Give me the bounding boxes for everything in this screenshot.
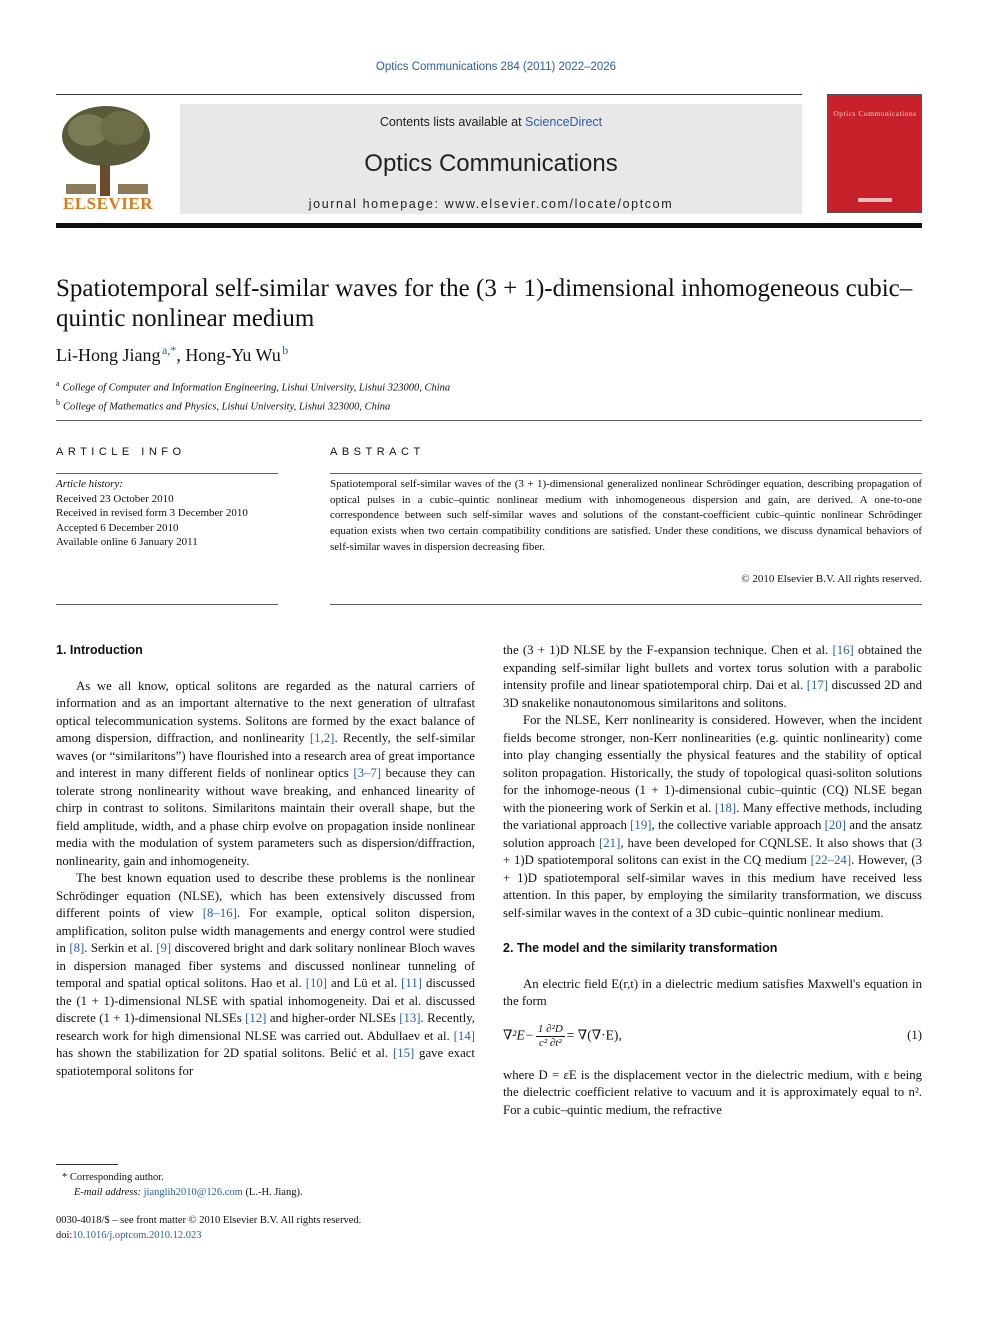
abstract-bottom-rule [330, 604, 922, 605]
body-column-left [56, 642, 475, 1080]
reference-link[interactable]: [11] [401, 976, 423, 990]
equation-fraction: $\frac{\text{1 ∂²D}}{\text{c² ∂t²}}$ [537, 1022, 563, 1049]
reference-link[interactable]: [10] [305, 976, 328, 990]
contents-prefix: Contents lists available at [379, 115, 526, 129]
info-bottom-rule [56, 604, 278, 605]
issn-text: 0030-4018/$ – see front matter © 2010 Elsevier B.V. All rights reserved. [56, 1215, 362, 1226]
info-top-rule [56, 473, 278, 474]
journal-homepage[interactable]: journal homepage: www.elsevier.com/locate/optcom [308, 197, 674, 211]
paragraph: where D = εE is the displacement vector in the dielectric medium, with ε being the dielectric coefficient relative to vacuum and it is approximately equal to n². For a cubic–quintic medium, the refractive [503, 1067, 922, 1117]
reference-link[interactable]: [14] [453, 1028, 475, 1043]
masthead-top-rule [56, 94, 802, 95]
reference-link[interactable]: [13] [399, 1011, 421, 1025]
equation-body: ∇²E− $\frac{\text{1 ∂²D}}{\text{c² ∂t²}}$ = ∇(∇·E), [503, 1022, 622, 1049]
email-suffix: (L.-H. Jiang). [242, 1187, 303, 1198]
article-info-heading: ARTICLE INFO [56, 446, 186, 458]
section-heading: 2. The model and the similarity transformation [503, 941, 778, 955]
doi-link[interactable]: 10.1016/j.optcom.2010.12.023 [72, 1230, 202, 1241]
author-affiliation-marker[interactable]: a,* [162, 343, 177, 357]
contents-line [180, 115, 802, 129]
affiliations [56, 377, 450, 414]
footnote-mark: * [62, 1172, 68, 1183]
masthead-bottom-rule [56, 223, 922, 228]
affiliation-b [56, 396, 450, 415]
paragraph: the (3 + 1)D NLSE by the F-expansion technique. Chen et al. [16] obtained the expanding self-similar light bullets and vortex torus solution with a parabolic intensity profile and linear spatiotemporal chirp. Dai et al. [17] discussed 2D and 3D snakelike nonautonomous similaritons and solitons. [503, 643, 922, 710]
doi-label: doi: [56, 1230, 73, 1241]
reference-link[interactable]: [8–16] [202, 906, 237, 920]
reference-link[interactable]: [1,2] [309, 731, 335, 745]
reference-link[interactable]: [17] [806, 678, 829, 692]
reference-link[interactable]: [18] [714, 800, 737, 815]
affiliation-a [56, 377, 450, 396]
body-column-right [503, 642, 922, 1119]
author-name: , Hong-Yu Wu [176, 345, 281, 365]
author-name: Li-Hong Jiang [56, 345, 161, 365]
reference-link[interactable]: [16] [832, 643, 854, 657]
journal-citation[interactable]: Optics Communications 284 (2011) 2022–2026 [375, 61, 617, 73]
paragraph: The best known equation used to describe these problems is the nonlinear Schrödinger equation (NLSE), which has been extensively discussed from different points of view [8–16]. For example, optical soliton dispersion, amplification, soliton pulse width managements and energy control were studied in [8]. Serkin et al. [9] discovered bright and dark solitary nonlinear Bloch waves in dispersion managed fiber systems and discussed nonlinear tunneling of temporal and spatial optical solitons. Hao et al. [10] and Lü et al. [11] discussed the (1 + 1)-dimensional NLSE with spatial inhomogeneity. Dai et al. discussed discrete (1 + 1)-dimensional NLSEs [12] and higher-order NLSEs [13]. Recently, research work for high dimensional NLSE was carried out. Abdullaev et al. [14] has shown the stabilization for 2D spatial solitons. Belić et al. [15] gave exact spatiotemporal solitons for [56, 871, 476, 1078]
reference-link[interactable]: [19] [630, 818, 652, 832]
author-email-link[interactable]: jianglih2010@126.com [143, 1187, 243, 1198]
history-revised: Received in revised form 3 December 2010 [56, 507, 248, 519]
abstract-copyright: © 2010 Elsevier B.V. All rights reserved. [741, 573, 922, 585]
paragraph: For the NLSE, Kerr nonlinearity is considered. However, when the incident fields become stronger, non-Kerr nonlinearities (e.g. quintic nonlinearity) come into play changing essentially the physical features and the stability of optical soliton propagation. Historically, the study of topological quasi-soliton solutions for the inhomoge-neous (1 + 1)-dimensional cubic–quintic (CQ) NLSE began with the pioneering work of Serkin et al. [18]. Many effective methods, including the variational approach [19], the collective variable approach [20] and the ansatz solution approach [21], have been developed for CQNLSE. It also shows that (3 + 1)D spatiotemporal solitons can exist in the CQ medium [22–24]. However, (3 + 1)D spatiotemporal self-similar waves in this medium have received less attention. In this paper, by employing the similarity transformation, we discuss self-similar waves in the context of a 3D cubic–quintic nonlinear medium. [503, 713, 922, 920]
section-heading: 1. Introduction [56, 643, 143, 657]
reference-link[interactable]: [8] [69, 941, 85, 955]
reference-link[interactable]: [9] [156, 941, 172, 955]
equation-1 [503, 1019, 922, 1059]
reference-link[interactable]: [22–24] [810, 853, 852, 867]
abstract-heading: ABSTRACT [330, 446, 425, 458]
history-online: Available online 6 January 2011 [56, 536, 198, 548]
footnote-text: Corresponding author. [69, 1172, 164, 1183]
journal-banner [180, 104, 802, 214]
sciencedirect-link[interactable]: ScienceDirect [525, 115, 603, 129]
email-label: E-mail address: [74, 1187, 141, 1198]
paragraph: An electric field E(r,t) in a dielectric medium satisfies Maxwell's equation in the form [503, 976, 922, 1008]
journal-title: Optics Communications [364, 150, 618, 177]
journal-cover-thumbnail[interactable] [827, 94, 922, 213]
reference-link[interactable]: [20] [824, 818, 846, 832]
affiliation-marker: b [56, 397, 60, 407]
abstract-top-rule [330, 473, 922, 474]
author-affiliation-marker[interactable]: b [282, 343, 289, 357]
cover-publisher-mark [858, 198, 892, 202]
masthead [56, 94, 922, 228]
reference-link[interactable]: [15] [392, 1046, 415, 1060]
reference-link[interactable]: [21] [599, 835, 621, 850]
history-received: Received 23 October 2010 [56, 492, 174, 505]
section-divider [56, 420, 922, 421]
affiliation-marker: a [56, 379, 60, 388]
history-accepted: Accepted 6 December 2010 [56, 521, 179, 534]
history-label: Article history: [56, 478, 123, 490]
article-title: Spatiotemporal self-similar waves for the (3 + 1)-dimensional inhomogeneous cubic–quintic nonlinear medium [56, 275, 913, 332]
corresponding-author-footnote [62, 1170, 303, 1200]
reference-link[interactable]: [3–7] [353, 766, 382, 780]
paragraph: As we all know, optical solitons are regarded as the natural carriers of information and as an important alternative to the next generation of ultrafast optical telecommunication systems. Solitons are formed by the exact balance of among dispersion, diffraction, and nonlinearity [1,2]. Recently, the self-similar waves (or “similaritons”) have flourished into a research area of great importance and interest in many different fields of nonlinear optics [3–7] because they can tolerate strong nonlinearity without wave breaking, and enhanced linearity of chirp in contrast to solitons. Similaritons maintain their overall shape, but the field amplitude, width, and a phase chirp evolve on propagation inside nonlinear media with the modulation of system parameters such as dispersion/diffraction, nonlinearity, gain and inhomogeneity. [56, 678, 475, 868]
issn-line [56, 1213, 361, 1243]
affiliation-text: College of Mathematics and Physics, Lishui University, Lishui 323000, China [63, 401, 391, 412]
article-history [56, 477, 278, 550]
abstract-text: Spatiotemporal self-similar waves of the (3 + 1)-dimensional generalized nonlinear Schrödinger equation, describing propagation of optical pulses in a cubic–quintic nonlinear medium with inhomogeneous dispersion and gain, are derived. A one-to-one correspondence between such self-similar waves and solutions of the constant-coefficient cubic–quintic nonlinear Schrödinger equation exists when two certain compatibility conditions are satisfied. Under these conditions, we discuss dynamical behaviors of self-similar waves in dispersion decreasing fiber. [330, 478, 922, 553]
publisher-logo-text: ELSEVIER [63, 194, 153, 213]
author-list [56, 343, 288, 366]
cover-title: Optics Communications [833, 109, 917, 118]
footnote-rule [56, 1164, 118, 1165]
reference-link[interactable]: [12] [245, 1011, 267, 1025]
equation-number: (1) [907, 1027, 922, 1042]
affiliation-text: College of Computer and Information Engineering, Lishui University, Lishui 323000, China [62, 382, 451, 394]
